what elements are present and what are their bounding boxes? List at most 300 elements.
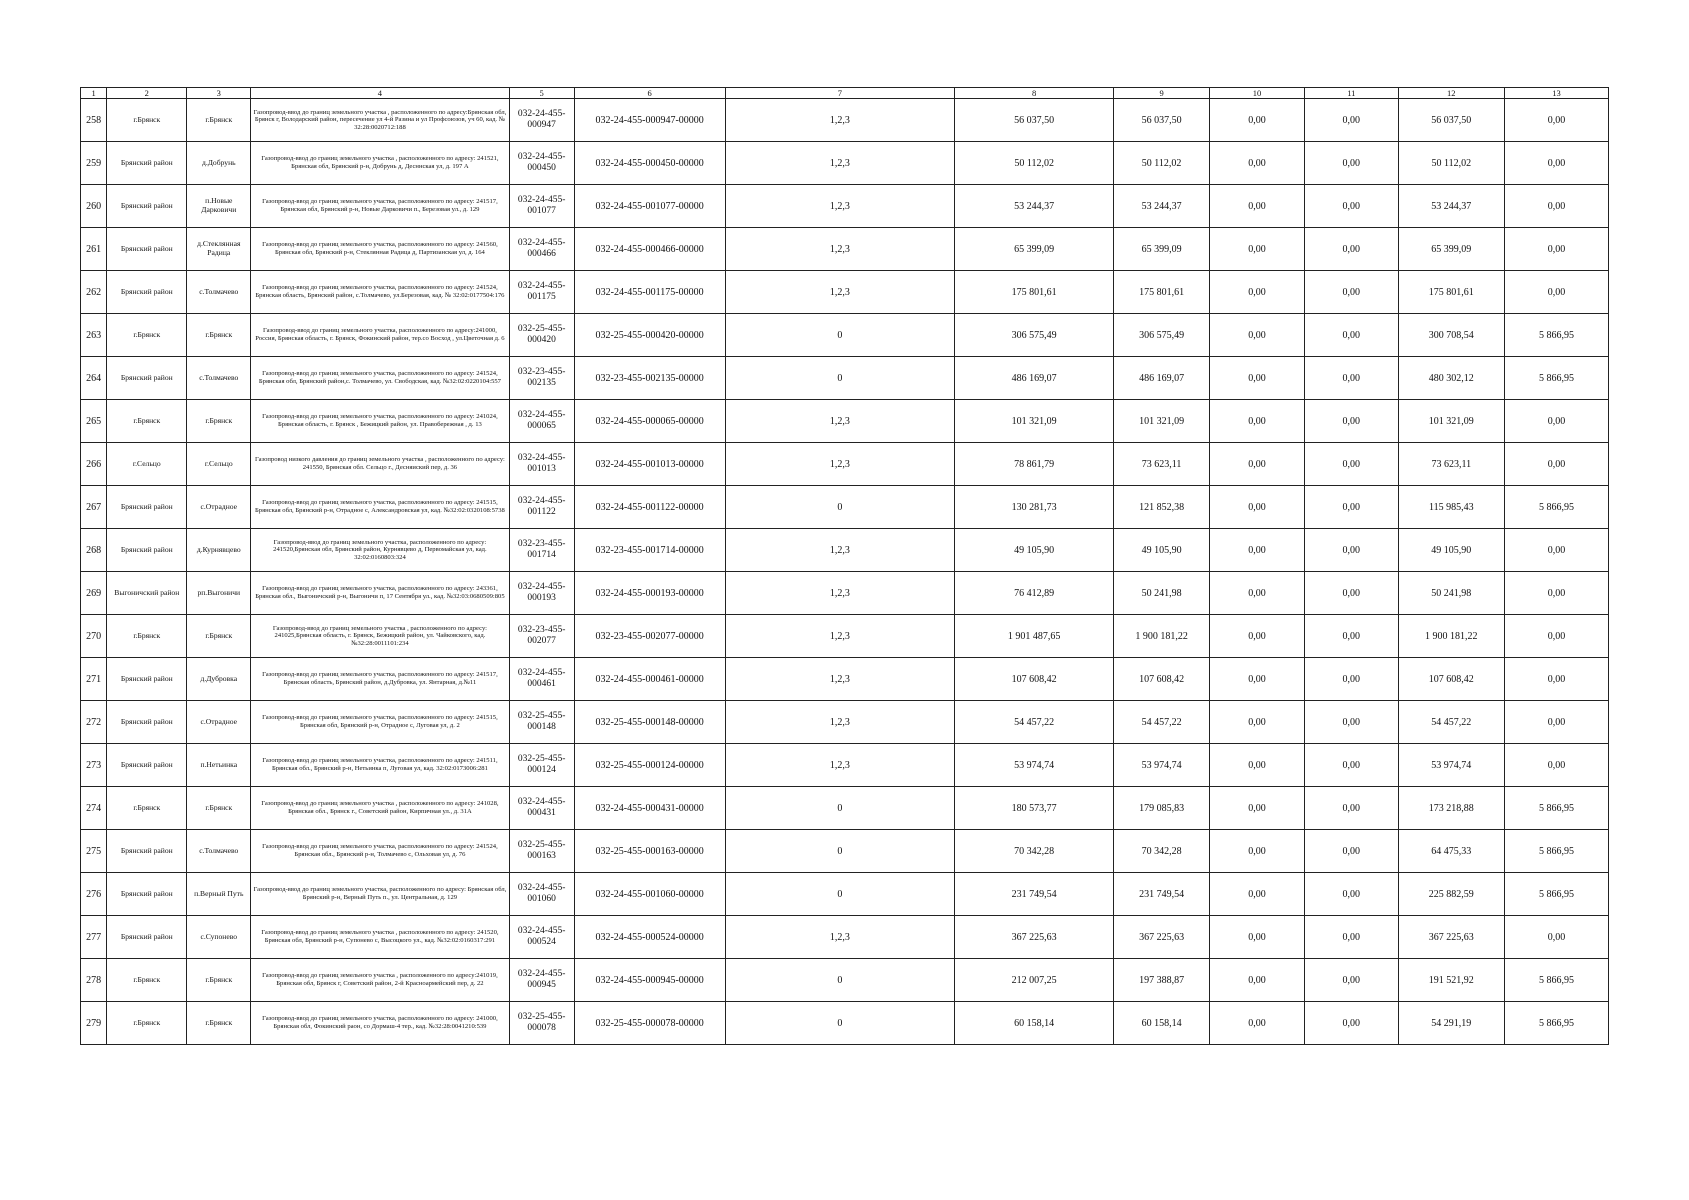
column-13-cell: 0,00 — [1504, 658, 1608, 701]
column-13-cell: 0,00 — [1504, 185, 1608, 228]
object-description-cell: Газопровод-ввод до границ земельного участка, расположенного по адресу: 241517, Брянская обл, Брянский р-н, Новые Дарковичи п., Березовая ул., д. 129 — [251, 185, 509, 228]
row-number-cell: 275 — [81, 830, 107, 873]
column-10-cell: 0,00 — [1210, 486, 1305, 529]
row-number-cell: 278 — [81, 959, 107, 1002]
row-number-cell: 277 — [81, 916, 107, 959]
column-8-cell: 50 112,02 — [955, 142, 1114, 185]
row-number-cell: 260 — [81, 185, 107, 228]
row-number-cell: 262 — [81, 271, 107, 314]
table-row — [81, 400, 1609, 443]
row-number-cell: 264 — [81, 357, 107, 400]
settlement-cell: рп.Выгоничи — [187, 572, 251, 615]
settlement-cell: г.Брянск — [187, 787, 251, 830]
object-id-cell: 032-24-455-000065-00000 — [574, 400, 725, 443]
table-row — [81, 959, 1609, 1002]
settlement-cell: с.Отрадное — [187, 701, 251, 744]
column-number-10: 10 — [1210, 88, 1305, 99]
table-row — [81, 701, 1609, 744]
object-code-cell: 032-24-455-001122 — [509, 486, 574, 529]
column-11-cell: 0,00 — [1304, 1002, 1398, 1045]
district-cell: г.Брянск — [107, 615, 187, 658]
object-description-cell: Газопровод-ввод до границ земельного участка, расположенного по адресу: 243361, Брянская обл., Выгоничский р-н, Выгоничи п, 17 Сентября ул., кад. №32:03:0680509:805 — [251, 572, 509, 615]
row-number-cell: 270 — [81, 615, 107, 658]
table-row — [81, 314, 1609, 357]
column-12-cell: 191 521,92 — [1398, 959, 1504, 1002]
column-7-cell: 0 — [725, 486, 955, 529]
column-10-cell: 0,00 — [1210, 572, 1305, 615]
column-13-cell: 5 866,95 — [1504, 787, 1608, 830]
column-8-cell: 53 974,74 — [955, 744, 1114, 787]
column-13-cell: 0,00 — [1504, 744, 1608, 787]
object-id-cell: 032-24-455-000947-00000 — [574, 99, 725, 142]
column-7-cell: 1,2,3 — [725, 185, 955, 228]
column-8-cell: 78 861,79 — [955, 443, 1114, 486]
object-description-cell: Газопровод-ввод до границ земельного участка , расположенного по адресу: 241028, Брянская обл., Брянск г., Советский район, Кирпичная ул., д. 31А — [251, 787, 509, 830]
column-7-cell: 1,2,3 — [725, 99, 955, 142]
object-code-cell: 032-24-455-000945 — [509, 959, 574, 1002]
table-row — [81, 185, 1609, 228]
column-12-cell: 53 974,74 — [1398, 744, 1504, 787]
district-cell: Брянский район — [107, 916, 187, 959]
object-description-cell: Газопровод-ввод до границ земельного участка, расположенного по адресу: 241517, Брянская область, Брянский район, д.Дубровка, ул. Янтарная, д.№11 — [251, 658, 509, 701]
object-code-cell: 032-23-455-001714 — [509, 529, 574, 572]
object-description-cell: Газопровод-ввод до границ земельного участка, расположенного по адресу: 241000, Брянская обл, Фокинский раон, со Дормаш-4 тер., кад. №32:28:0041210:539 — [251, 1002, 509, 1045]
row-number-cell: 266 — [81, 443, 107, 486]
column-9-cell: 306 575,49 — [1114, 314, 1210, 357]
table-row — [81, 99, 1609, 142]
object-code-cell: 032-25-455-000124 — [509, 744, 574, 787]
column-7-cell: 1,2,3 — [725, 228, 955, 271]
column-9-cell: 121 852,38 — [1114, 486, 1210, 529]
column-12-cell: 73 623,11 — [1398, 443, 1504, 486]
column-13-cell: 0,00 — [1504, 228, 1608, 271]
object-code-cell: 032-24-455-000524 — [509, 916, 574, 959]
row-number-cell: 272 — [81, 701, 107, 744]
column-7-cell: 1,2,3 — [725, 701, 955, 744]
column-7-cell: 1,2,3 — [725, 443, 955, 486]
column-10-cell: 0,00 — [1210, 1002, 1305, 1045]
column-10-cell: 0,00 — [1210, 400, 1305, 443]
column-8-cell: 1 901 487,65 — [955, 615, 1114, 658]
column-10-cell: 0,00 — [1210, 314, 1305, 357]
object-id-cell: 032-24-455-001013-00000 — [574, 443, 725, 486]
column-13-cell: 0,00 — [1504, 701, 1608, 744]
column-7-cell: 0 — [725, 357, 955, 400]
column-13-cell: 5 866,95 — [1504, 959, 1608, 1002]
column-9-cell: 179 085,83 — [1114, 787, 1210, 830]
settlement-cell: г.Брянск — [187, 1002, 251, 1045]
settlement-cell: г.Брянск — [187, 959, 251, 1002]
column-10-cell: 0,00 — [1210, 142, 1305, 185]
column-12-cell: 115 985,43 — [1398, 486, 1504, 529]
object-id-cell: 032-25-455-000124-00000 — [574, 744, 725, 787]
settlement-cell: п.Верный Путь — [187, 873, 251, 916]
district-cell: г.Брянск — [107, 959, 187, 1002]
column-7-cell: 0 — [725, 1002, 955, 1045]
object-code-cell: 032-24-455-000450 — [509, 142, 574, 185]
object-code-cell: 032-25-455-000420 — [509, 314, 574, 357]
column-11-cell: 0,00 — [1304, 400, 1398, 443]
object-id-cell: 032-24-455-000461-00000 — [574, 658, 725, 701]
row-number-cell: 267 — [81, 486, 107, 529]
row-number-cell: 279 — [81, 1002, 107, 1045]
table-body — [81, 88, 1609, 1045]
column-12-cell: 56 037,50 — [1398, 99, 1504, 142]
table-row — [81, 787, 1609, 830]
column-10-cell: 0,00 — [1210, 357, 1305, 400]
district-cell: Брянский район — [107, 142, 187, 185]
column-8-cell: 107 608,42 — [955, 658, 1114, 701]
district-cell: г.Брянск — [107, 1002, 187, 1045]
column-10-cell: 0,00 — [1210, 658, 1305, 701]
row-number-cell: 261 — [81, 228, 107, 271]
column-12-cell: 50 112,02 — [1398, 142, 1504, 185]
column-11-cell: 0,00 — [1304, 615, 1398, 658]
district-cell: Брянский район — [107, 744, 187, 787]
district-cell: Брянский район — [107, 486, 187, 529]
column-11-cell: 0,00 — [1304, 142, 1398, 185]
column-10-cell: 0,00 — [1210, 873, 1305, 916]
column-8-cell: 175 801,61 — [955, 271, 1114, 314]
object-id-cell: 032-24-455-001060-00000 — [574, 873, 725, 916]
column-9-cell: 70 342,28 — [1114, 830, 1210, 873]
column-12-cell: 53 244,37 — [1398, 185, 1504, 228]
column-10-cell: 0,00 — [1210, 830, 1305, 873]
column-10-cell: 0,00 — [1210, 228, 1305, 271]
column-11-cell: 0,00 — [1304, 185, 1398, 228]
object-description-cell: Газопровод-ввод до границ земельного участка, расположенного по адресу: 241524, Брянская обл, Брянский район,с. Толмачево, ул. Свободская, кад. №32:02:0220104:557 — [251, 357, 509, 400]
column-7-cell: 0 — [725, 830, 955, 873]
column-7-cell: 0 — [725, 873, 955, 916]
object-description-cell: Газопровод-ввод до границ земельного участка, расположенного по адресу:241000, Россия, Брянская область, г. Брянск, Фокинский район, тер.со Восход , ул.Цветочная д. 6 — [251, 314, 509, 357]
column-7-cell: 0 — [725, 787, 955, 830]
column-9-cell: 197 388,87 — [1114, 959, 1210, 1002]
column-9-cell: 175 801,61 — [1114, 271, 1210, 314]
column-13-cell: 5 866,95 — [1504, 486, 1608, 529]
column-10-cell: 0,00 — [1210, 787, 1305, 830]
column-7-cell: 1,2,3 — [725, 658, 955, 701]
object-id-cell: 032-24-455-001077-00000 — [574, 185, 725, 228]
column-13-cell: 5 866,95 — [1504, 873, 1608, 916]
object-id-cell: 032-25-455-000148-00000 — [574, 701, 725, 744]
district-cell: г.Сельцо — [107, 443, 187, 486]
column-12-cell: 300 708,54 — [1398, 314, 1504, 357]
row-number-cell: 274 — [81, 787, 107, 830]
column-11-cell: 0,00 — [1304, 959, 1398, 1002]
column-7-cell: 1,2,3 — [725, 271, 955, 314]
column-8-cell: 130 281,73 — [955, 486, 1114, 529]
object-code-cell: 032-25-455-000148 — [509, 701, 574, 744]
column-9-cell: 367 225,63 — [1114, 916, 1210, 959]
settlement-cell: д.Курнявцево — [187, 529, 251, 572]
document-page — [80, 87, 1609, 1045]
column-7-cell: 1,2,3 — [725, 615, 955, 658]
object-id-cell: 032-24-455-000466-00000 — [574, 228, 725, 271]
table-row — [81, 572, 1609, 615]
district-cell: Брянский район — [107, 529, 187, 572]
object-description-cell: Газопровод-ввод до границ земельного участка, расположенного по адресу: 241515, Брянская обл, Брянский р-н, Отрадное с, Александровская ул, кад. №32:02:0320108:5738 — [251, 486, 509, 529]
object-code-cell: 032-23-455-002077 — [509, 615, 574, 658]
object-id-cell: 032-24-455-000945-00000 — [574, 959, 725, 1002]
district-cell: Брянский район — [107, 873, 187, 916]
settlement-cell: с.Толмачево — [187, 357, 251, 400]
column-12-cell: 54 457,22 — [1398, 701, 1504, 744]
column-7-cell: 1,2,3 — [725, 142, 955, 185]
column-12-cell: 101 321,09 — [1398, 400, 1504, 443]
column-number-4: 4 — [251, 88, 509, 99]
settlement-cell: д.Дубровка — [187, 658, 251, 701]
table-row — [81, 830, 1609, 873]
column-8-cell: 486 169,07 — [955, 357, 1114, 400]
registry-table — [80, 87, 1609, 1045]
district-cell: г.Брянск — [107, 787, 187, 830]
column-13-cell: 0,00 — [1504, 142, 1608, 185]
column-8-cell: 49 105,90 — [955, 529, 1114, 572]
object-code-cell: 032-24-455-000431 — [509, 787, 574, 830]
column-9-cell: 56 037,50 — [1114, 99, 1210, 142]
column-12-cell: 64 475,33 — [1398, 830, 1504, 873]
column-8-cell: 56 037,50 — [955, 99, 1114, 142]
district-cell: г.Брянск — [107, 99, 187, 142]
column-9-cell: 60 158,14 — [1114, 1002, 1210, 1045]
column-11-cell: 0,00 — [1304, 701, 1398, 744]
column-13-cell: 0,00 — [1504, 529, 1608, 572]
column-12-cell: 1 900 181,22 — [1398, 615, 1504, 658]
column-13-cell: 5 866,95 — [1504, 314, 1608, 357]
column-7-cell: 1,2,3 — [725, 400, 955, 443]
object-code-cell: 032-23-455-002135 — [509, 357, 574, 400]
column-11-cell: 0,00 — [1304, 572, 1398, 615]
object-id-cell: 032-24-455-000450-00000 — [574, 142, 725, 185]
column-10-cell: 0,00 — [1210, 615, 1305, 658]
column-12-cell: 173 218,88 — [1398, 787, 1504, 830]
column-12-cell: 65 399,09 — [1398, 228, 1504, 271]
table-row — [81, 529, 1609, 572]
column-9-cell: 53 244,37 — [1114, 185, 1210, 228]
table-row — [81, 271, 1609, 314]
column-12-cell: 49 105,90 — [1398, 529, 1504, 572]
column-13-cell: 5 866,95 — [1504, 1002, 1608, 1045]
column-13-cell: 5 866,95 — [1504, 357, 1608, 400]
row-number-cell: 258 — [81, 99, 107, 142]
row-number-cell: 263 — [81, 314, 107, 357]
object-description-cell: Газопровод-ввод до границ земельного участка, расположенного по адресу: 241511, Брянская обл., Брянский р-н, Нетьинка п, Луговая ул, кад. 32:02:0173006:281 — [251, 744, 509, 787]
settlement-cell: г.Брянск — [187, 314, 251, 357]
object-code-cell: 032-24-455-001175 — [509, 271, 574, 314]
row-number-cell: 259 — [81, 142, 107, 185]
settlement-cell: г.Брянск — [187, 99, 251, 142]
settlement-cell: с.Толмачево — [187, 830, 251, 873]
table-row — [81, 873, 1609, 916]
column-12-cell: 107 608,42 — [1398, 658, 1504, 701]
object-description-cell: Газопровод-ввод до границ земельного участка, расположенного по адресу: 241524, Брянская обл., Брянский р-н, Толмачево с, Ольховая ул, д. 76 — [251, 830, 509, 873]
column-8-cell: 231 749,54 — [955, 873, 1114, 916]
column-number-5: 5 — [509, 88, 574, 99]
column-12-cell: 480 302,12 — [1398, 357, 1504, 400]
column-9-cell: 54 457,22 — [1114, 701, 1210, 744]
object-code-cell: 032-24-455-001060 — [509, 873, 574, 916]
object-id-cell: 032-25-455-000163-00000 — [574, 830, 725, 873]
table-row — [81, 142, 1609, 185]
column-9-cell: 53 974,74 — [1114, 744, 1210, 787]
column-11-cell: 0,00 — [1304, 486, 1398, 529]
column-13-cell: 0,00 — [1504, 271, 1608, 314]
column-number-7: 7 — [725, 88, 955, 99]
column-8-cell: 76 412,89 — [955, 572, 1114, 615]
settlement-cell: д.Добрунь — [187, 142, 251, 185]
column-8-cell: 212 007,25 — [955, 959, 1114, 1002]
settlement-cell: д.Стеклянная Радица — [187, 228, 251, 271]
district-cell: Брянский район — [107, 357, 187, 400]
column-8-cell: 101 321,09 — [955, 400, 1114, 443]
object-description-cell: Газопровод-ввод до границ земельного участка , расположенного по адресу: 241521, Брянская обл, Брянский р-н, Добрунь д, Десннская ул, д. 197 А — [251, 142, 509, 185]
district-cell: Брянский район — [107, 701, 187, 744]
column-11-cell: 0,00 — [1304, 529, 1398, 572]
row-number-cell: 265 — [81, 400, 107, 443]
column-10-cell: 0,00 — [1210, 529, 1305, 572]
column-8-cell: 180 573,77 — [955, 787, 1114, 830]
column-9-cell: 49 105,90 — [1114, 529, 1210, 572]
object-description-cell: Газопровод-ввод до границ земельного участка, расположенного по адресу: 241560, Брянская обл, Брянский р-н, Стеклянная Радица д, Партизанская ул, д. 164 — [251, 228, 509, 271]
column-8-cell: 70 342,28 — [955, 830, 1114, 873]
object-id-cell: 032-23-455-002077-00000 — [574, 615, 725, 658]
object-id-cell: 032-23-455-001714-00000 — [574, 529, 725, 572]
column-11-cell: 0,00 — [1304, 787, 1398, 830]
object-id-cell: 032-24-455-000193-00000 — [574, 572, 725, 615]
column-7-cell: 0 — [725, 959, 955, 1002]
district-cell: Выгоничский район — [107, 572, 187, 615]
object-id-cell: 032-24-455-000524-00000 — [574, 916, 725, 959]
column-9-cell: 107 608,42 — [1114, 658, 1210, 701]
object-code-cell: 032-24-455-001077 — [509, 185, 574, 228]
table-row — [81, 658, 1609, 701]
object-id-cell: 032-24-455-001122-00000 — [574, 486, 725, 529]
column-number-9: 9 — [1114, 88, 1210, 99]
settlement-cell: г.Сельцо — [187, 443, 251, 486]
column-11-cell: 0,00 — [1304, 314, 1398, 357]
column-12-cell: 54 291,19 — [1398, 1002, 1504, 1045]
object-description-cell: Газопровод-ввод до границ земельного участка , расположенного по адресу:241019, Брянская обл, Брянск г, Советский район, 2-й Красноармейский пер, д. 22 — [251, 959, 509, 1002]
column-10-cell: 0,00 — [1210, 185, 1305, 228]
column-7-cell: 1,2,3 — [725, 744, 955, 787]
settlement-cell: п.Нетьинка — [187, 744, 251, 787]
column-13-cell: 0,00 — [1504, 615, 1608, 658]
column-11-cell: 0,00 — [1304, 99, 1398, 142]
settlement-cell: п.Новые Дарковичи — [187, 185, 251, 228]
column-9-cell: 50 112,02 — [1114, 142, 1210, 185]
column-11-cell: 0,00 — [1304, 658, 1398, 701]
district-cell: г.Брянск — [107, 314, 187, 357]
column-8-cell: 367 225,63 — [955, 916, 1114, 959]
column-number-12: 12 — [1398, 88, 1504, 99]
object-code-cell: 032-25-455-000163 — [509, 830, 574, 873]
column-13-cell: 0,00 — [1504, 400, 1608, 443]
object-code-cell: 032-24-455-000461 — [509, 658, 574, 701]
settlement-cell: с.Отрадное — [187, 486, 251, 529]
table-row — [81, 357, 1609, 400]
column-number-3: 3 — [187, 88, 251, 99]
row-number-cell: 271 — [81, 658, 107, 701]
settlement-cell: г.Брянск — [187, 400, 251, 443]
table-row — [81, 916, 1609, 959]
column-8-cell: 54 457,22 — [955, 701, 1114, 744]
table-row — [81, 486, 1609, 529]
settlement-cell: с.Толмачево — [187, 271, 251, 314]
column-10-cell: 0,00 — [1210, 959, 1305, 1002]
header-row — [81, 88, 1609, 99]
object-description-cell: Газопровод низкого давления до границ земельного участка , расположенного по адресу: 241550, Брянская обл. Сельцо г., Десняиский пер, д. 36 — [251, 443, 509, 486]
column-8-cell: 65 399,09 — [955, 228, 1114, 271]
object-description-cell: Газопровод-ввод до границ земельного участка, расположенного по адресу: 241024, Брянская область, г. Брянск , Бежицкий район, ул. Правобережная , д. 13 — [251, 400, 509, 443]
column-13-cell: 0,00 — [1504, 572, 1608, 615]
column-12-cell: 175 801,61 — [1398, 271, 1504, 314]
object-code-cell: 032-24-455-000193 — [509, 572, 574, 615]
column-9-cell: 1 900 181,22 — [1114, 615, 1210, 658]
column-12-cell: 367 225,63 — [1398, 916, 1504, 959]
district-cell: Брянский район — [107, 658, 187, 701]
column-11-cell: 0,00 — [1304, 228, 1398, 271]
column-7-cell: 0 — [725, 314, 955, 357]
district-cell: Брянский район — [107, 830, 187, 873]
column-10-cell: 0,00 — [1210, 701, 1305, 744]
object-id-cell: 032-23-455-002135-00000 — [574, 357, 725, 400]
column-10-cell: 0,00 — [1210, 916, 1305, 959]
object-description-cell: Газопровод-ввод до границ земельного участка, расположенного по адресу: 241524, Брянская область, Брянский район, с.Толмачево, ул.Березовая, кад. № 32:02:0177504:176 — [251, 271, 509, 314]
settlement-cell: г.Брянск — [187, 615, 251, 658]
column-9-cell: 231 749,54 — [1114, 873, 1210, 916]
column-number-13: 13 — [1504, 88, 1608, 99]
column-10-cell: 0,00 — [1210, 271, 1305, 314]
table-row — [81, 228, 1609, 271]
object-code-cell: 032-24-455-000466 — [509, 228, 574, 271]
table-row — [81, 615, 1609, 658]
column-13-cell: 0,00 — [1504, 916, 1608, 959]
column-11-cell: 0,00 — [1304, 830, 1398, 873]
object-id-cell: 032-24-455-000431-00000 — [574, 787, 725, 830]
object-description-cell: Газопровод-ввод до границ земельного участка, расположенного по адресу: 241515, Брянская обл, Брянский р-н, Отрадное с, Луговая ул, д. 2 — [251, 701, 509, 744]
column-12-cell: 225 882,59 — [1398, 873, 1504, 916]
column-number-6: 6 — [574, 88, 725, 99]
district-cell: Брянский район — [107, 185, 187, 228]
table-row — [81, 443, 1609, 486]
column-number-1: 1 — [81, 88, 107, 99]
column-9-cell: 101 321,09 — [1114, 400, 1210, 443]
column-9-cell: 73 623,11 — [1114, 443, 1210, 486]
column-11-cell: 0,00 — [1304, 443, 1398, 486]
row-number-cell: 269 — [81, 572, 107, 615]
column-10-cell: 0,00 — [1210, 443, 1305, 486]
column-8-cell: 60 158,14 — [955, 1002, 1114, 1045]
object-description-cell: Газопровод-ввод до границ земельного участка , расположенного по адресу: 241025,Брянская область, г. Брянск, Бежицкий район, ул. Чайковского, кад. №32:28:0011101:234 — [251, 615, 509, 658]
column-13-cell: 0,00 — [1504, 99, 1608, 142]
object-code-cell: 032-24-455-001013 — [509, 443, 574, 486]
object-id-cell: 032-24-455-001175-00000 — [574, 271, 725, 314]
district-cell: Брянский район — [107, 271, 187, 314]
column-10-cell: 0,00 — [1210, 744, 1305, 787]
settlement-cell: с.Супонево — [187, 916, 251, 959]
table-row — [81, 744, 1609, 787]
object-description-cell: Газопровод-ввод до границ земельного участка, расположенного по адресу: 241520,Брянская обл, Брянский район, Курнявцево д, Первомайская ул, кад. 32:02:0160803:324 — [251, 529, 509, 572]
district-cell: г.Брянск — [107, 400, 187, 443]
district-cell: Брянский район — [107, 228, 187, 271]
column-9-cell: 486 169,07 — [1114, 357, 1210, 400]
column-12-cell: 50 241,98 — [1398, 572, 1504, 615]
column-13-cell: 0,00 — [1504, 443, 1608, 486]
column-11-cell: 0,00 — [1304, 744, 1398, 787]
column-7-cell: 1,2,3 — [725, 529, 955, 572]
column-9-cell: 50 241,98 — [1114, 572, 1210, 615]
column-13-cell: 5 866,95 — [1504, 830, 1608, 873]
